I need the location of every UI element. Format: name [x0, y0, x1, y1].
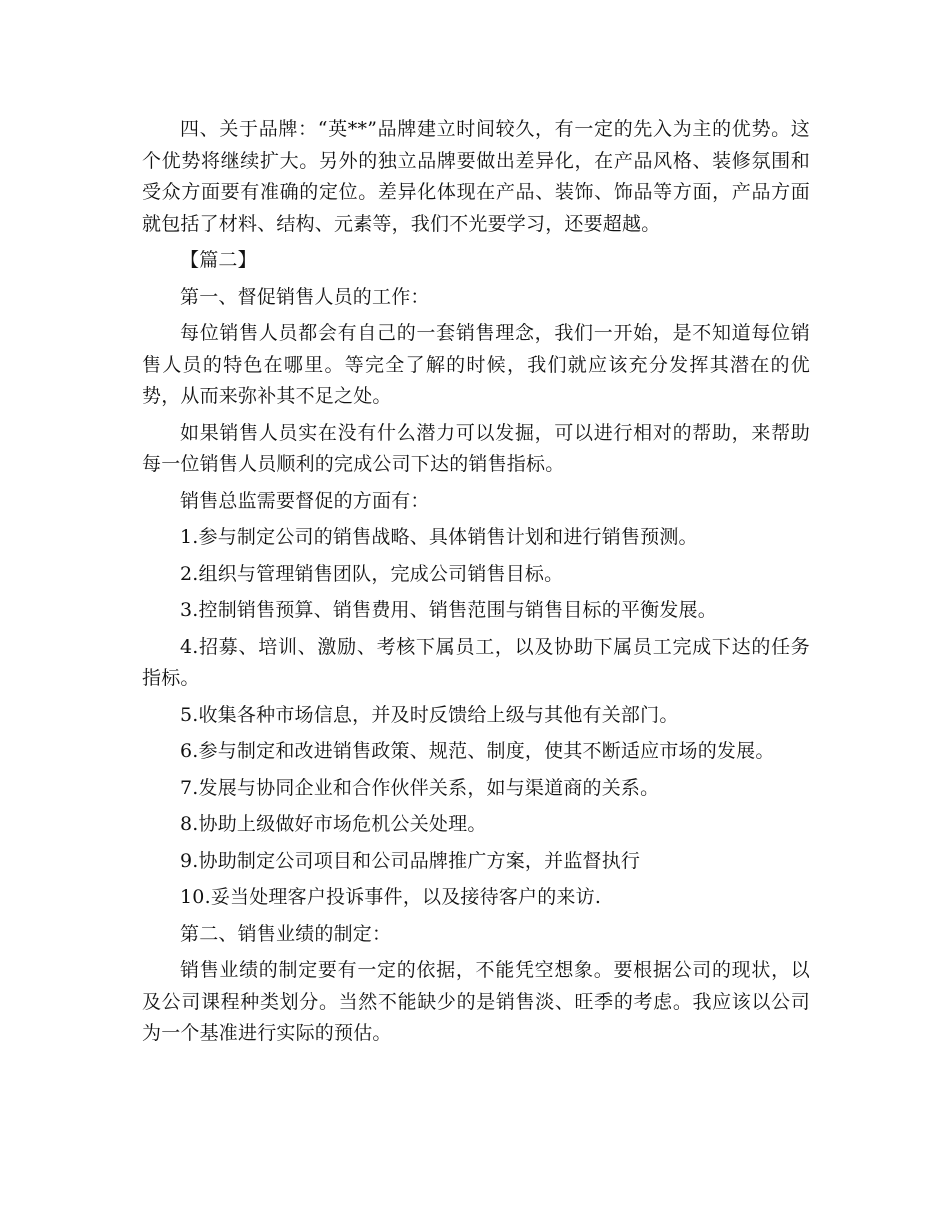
list-item-8: 8.协助上级做好市场危机公关处理。: [180, 813, 487, 835]
paragraph-help-sales-staff: 如果销售人员实在没有什么潜力可以发掘，可以进行相对的帮助，来帮助每一位销售人员顺利的完成公司下达的销售指标。: [142, 421, 810, 475]
list-item-5: 5.收集各种市场信息，并及时反馈给上级与其他有关部门。: [180, 703, 679, 726]
list-item-6: 6.参与制定和改进销售政策、规范、制度，使其不断适应市场的发展。: [180, 740, 775, 762]
heading-sales-targets: 第二、销售业绩的制定：: [180, 922, 392, 945]
list-item-10: 10.妥当处理客户投诉事件，以及接待客户的来访.: [180, 886, 602, 908]
section-heading-part-two: 【篇二】: [180, 249, 257, 271]
paragraph-sales-targets: 销售业绩的制定要有一定的依据，不能凭空想象。要根据公司的现状，以及公司课程种类划分。当然不能缺少的是销售淡、旺季的考虑。我应该以公司为一个基准进行实际的预估。: [142, 959, 810, 1044]
heading-supervise-sales-staff: 第一、督促销售人员的工作：: [180, 285, 430, 308]
paragraph-brand: 四、关于品牌：“英**”品牌建立时间较久，有一定的先入为主的优势。这个优势将继续扩大。另外的独立品牌要做出差异化，在产品风格、装修氛围和受众方面要有准确的定位。差异化体现在产品、装饰、饰品等方面，产品方面就包括了材料、结构、元素等，我们不光要学习，还要超越。: [142, 118, 810, 235]
list-item-1: 1.参与制定公司的销售战略、具体销售计划和进行销售预测。: [180, 526, 698, 548]
heading-director-duties: 销售总监需要督促的方面有：: [180, 489, 430, 512]
list-item-7: 7.发展与协同企业和合作伙伴关系，如与渠道商的关系。: [180, 776, 660, 799]
paragraph-sales-philosophy: 每位销售人员都会有自己的一套销售理念，我们一开始，是不知道每位销售人员的特色在哪里。等完全了解的时候，我们就应该充分发挥其潜在的优势，从而来弥补其不足之处。: [142, 322, 810, 407]
list-item-9: 9.协助制定公司项目和公司品牌推广方案，并监督执行: [180, 849, 641, 872]
list-item-4: 4.招募、培训、激励、考核下属员工，以及协助下属员工完成下达的任务指标。: [142, 635, 810, 689]
list-item-2: 2.组织与管理销售团队，完成公司销售目标。: [180, 562, 564, 585]
list-item-3: 3.控制销售预算、销售费用、销售范围与销售目标的平衡发展。: [180, 599, 717, 621]
document-page: [142, 114, 810, 1050]
